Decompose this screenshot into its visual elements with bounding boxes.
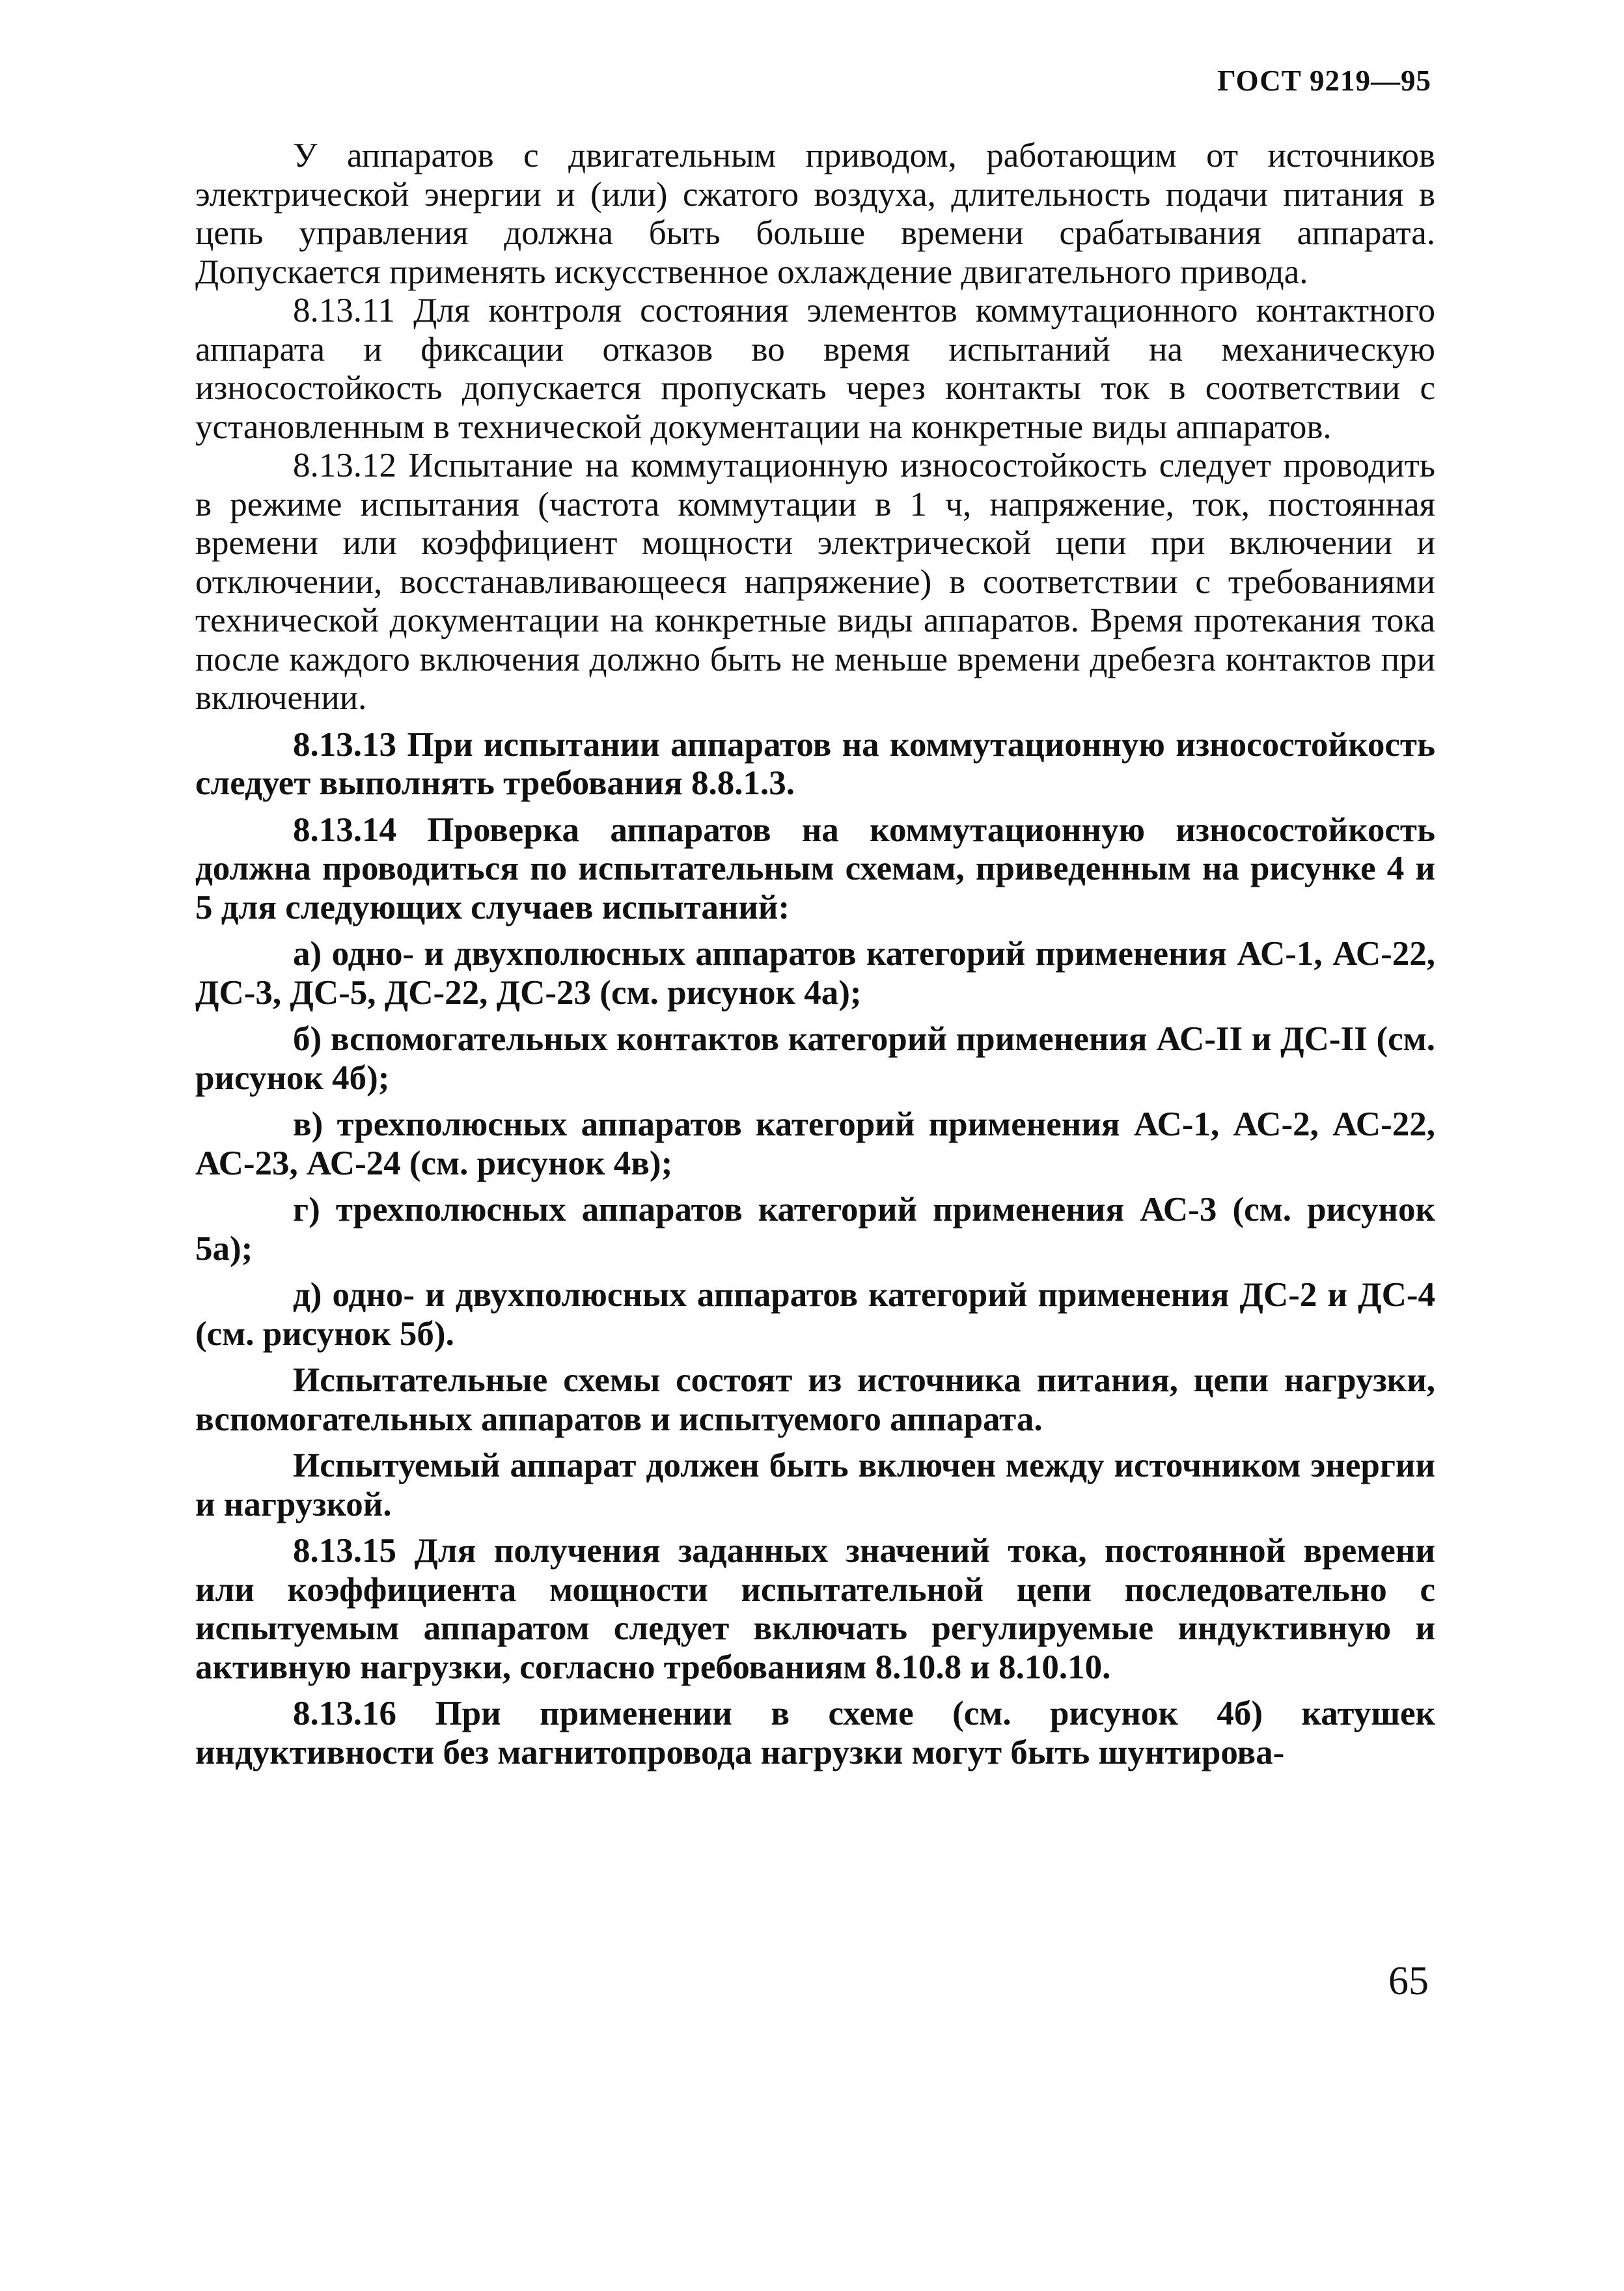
list-item-g: г) трехполюсных аппаратов категорий применения АС-3 (см. рисунок 5а);	[195, 1191, 1435, 1268]
paragraph-8-13-11: 8.13.11 Для контроля состояния элементов коммутационного контактного аппарата и фиксации отказов во время испытаний на механическую износостойкость допускается пропускать через контакты ток в соответствии с установленным в технической документации на конкретные виды аппаратов.	[195, 292, 1435, 446]
paragraph-8-13-12: 8.13.12 Испытание на коммутационную износостойкость следует проводить в режиме испытания (частота коммутации в 1 ч, напряжение, ток, постоянная времени или коэффициент мощности электрической цепи при включении и отключении, восстанавливающееся напряжение) в соответствии с требованиями технической документации на конкретные виды аппаратов. Время протекания тока после каждого включения должно быть не меньше времени дребезга контактов при включении.	[195, 447, 1435, 717]
document-code-header: ГОСТ 9219—95	[1217, 64, 1431, 97]
paragraph-8-13-15: 8.13.15 Для получения заданных значений тока, постоянной времени или коэффициента мощности испытательной цепи последовательно с испытуемым аппаратом следует включать регулируемые индуктивную и активную нагрузки, согласно требованиям 8.10.8 и 8.10.10.	[195, 1532, 1435, 1686]
paragraph-8-13-16: 8.13.16 При применении в схеме (см. рисунок 4б) катушек индуктивности без магнитопровода нагрузки могут быть шунтирова-	[195, 1695, 1435, 1771]
list-item-a: а) одно- и двухполюсных аппаратов категорий применения АС-1, АС-22, ДС-3, ДС-5, ДС-22, ДС-23 (см. рисунок 4а);	[195, 935, 1435, 1012]
document-body	[195, 137, 1435, 1772]
paragraph-8-13-13: 8.13.13 При испытании аппаратов на коммутационную износостойкость следует выполнять требования 8.8.1.3.	[195, 725, 1435, 802]
list-item-v: в) трехполюсных аппаратов категорий применения АС-1, АС-2, АС-22, АС-23, АС-24 (см. рисунок 4в);	[195, 1105, 1435, 1182]
paragraph-motor-drive: У аппаратов с двигательным приводом, работающим от источников электрической энергии и (или) сжатого воздуха, длительность подачи питания в цепь управления должна быть больше времени срабатывания аппарата. Допускается применять искусственное охлаждение двигательного привода.	[195, 137, 1435, 291]
paragraph-test-circuits: Испытательные схемы состоят из источника питания, цепи нагрузки, вспомогательных аппаратов и испытуемого аппарата.	[195, 1361, 1435, 1438]
list-item-d: д) одно- и двухполюсных аппаратов категорий применения ДС-2 и ДС-4 (см. рисунок 5б).	[195, 1276, 1435, 1353]
paragraph-8-13-14: 8.13.14 Проверка аппаратов на коммутационную износостойкость должна проводиться по испытательным схемам, приведенным на рисунке 4 и 5 для следующих случаев испытаний:	[195, 811, 1435, 926]
paragraph-device-placement: Испытуемый аппарат должен быть включен между источником энергии и нагрузкой.	[195, 1447, 1435, 1523]
list-item-b: б) вспомогательных контактов категорий применения АС-II и ДС-II (см. рисунок 4б);	[195, 1020, 1435, 1097]
page-number: 65	[1388, 1959, 1429, 2003]
